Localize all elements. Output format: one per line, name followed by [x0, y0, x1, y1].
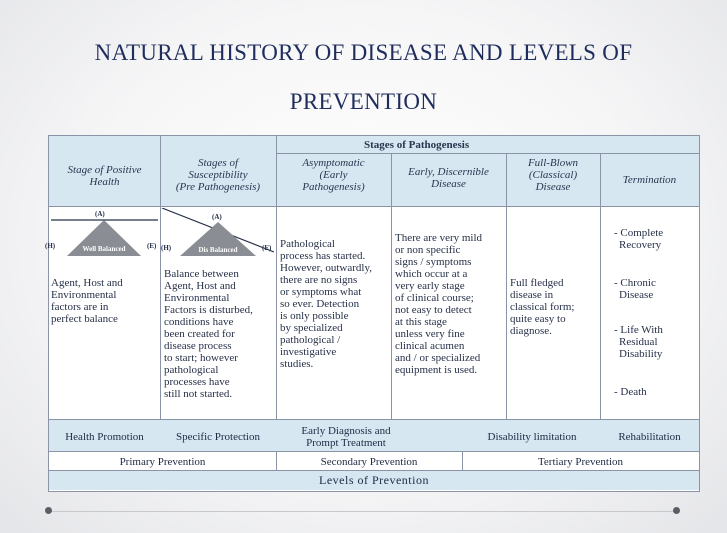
col-heading-positive-health: Stage of Positive Health — [67, 164, 142, 188]
pathogenesis-header: Stages of Pathogenesis — [364, 139, 470, 151]
termination-disability: - Life With Residual Disability — [614, 324, 663, 360]
termination-chronic: - Chronic Disease — [614, 277, 656, 301]
interventions-bottom-rule — [49, 451, 699, 452]
positive-health-text: Agent, Host and Environmental factors are in perfect balance — [51, 277, 123, 325]
well-balanced-label: Well Balanced — [82, 245, 126, 253]
footer-dot-right — [673, 507, 680, 514]
header-bottom-rule — [49, 206, 699, 207]
footer-rule — [48, 511, 678, 512]
disability-limitation-label: Disability limitation — [487, 431, 577, 443]
dis-host-label: (H) — [161, 244, 172, 252]
col-divider-3 — [391, 153, 392, 419]
specific-protection-label: Specific Protection — [175, 431, 260, 443]
asymptomatic-text: Pathological process has started. However, outwardly, there are no signs or symptoms what so ever. Detection is only possible by specialized pathological / investigative studies. — [280, 238, 373, 370]
pathogenesis-underline — [276, 153, 699, 154]
early-diagnosis-label: Early Diagnosis and Prompt Treatment — [301, 425, 391, 449]
footer-dot-left — [45, 507, 52, 514]
col-heading-susceptibility: Stages of Susceptibility (Pre Pathogenesis) — [175, 157, 261, 193]
levels-of-prevention-label: Levels of Prevention — [319, 473, 429, 487]
dis-balanced-label: Dis Balanced — [198, 246, 238, 254]
col-heading-asymptomatic: Asymptomatic (Early Pathogenesis) — [302, 157, 365, 193]
slide-title-line-1: NATURAL HISTORY OF DISEASE AND LEVELS OF — [94, 40, 633, 65]
well-agent-label: (A) — [95, 210, 105, 218]
prevention-bottom-rule — [49, 470, 699, 471]
termination-recovery: - Complete Recovery — [614, 227, 664, 251]
well-env-label: (E) — [147, 242, 157, 250]
col-heading-full-blown: Full-Blown (Classical) Disease — [527, 157, 579, 193]
health-promotion-label: Health Promotion — [65, 431, 144, 443]
termination-death: - Death — [614, 386, 647, 398]
primary-prevention-label: Primary Prevention — [119, 456, 206, 468]
col-heading-early-disease: Early, Discernible Disease — [408, 166, 489, 190]
natural-history-table — [45, 135, 700, 492]
col-heading-termination: Termination — [622, 174, 677, 186]
susceptibility-text: Balance between Agent, Host and Environmental Factors is disturbed, conditions have been created for disease process to start; however pathological processes have still not started. — [164, 268, 253, 400]
col-divider-5 — [600, 153, 601, 419]
well-host-label: (H) — [45, 242, 56, 250]
dis-env-label: (E) — [262, 244, 272, 252]
secondary-prevention-label: Secondary Prevention — [320, 456, 418, 468]
dis-agent-label: (A) — [212, 213, 222, 221]
tertiary-prevention-label: Tertiary Prevention — [537, 456, 624, 468]
early-disease-text: There are very mild or non specific signs / symptoms which occur at a very early stage of clinical course; not easy to detect at this stage unless very fine clinical acumen and / or specialized equipment is used. — [395, 232, 483, 376]
slide-title-line-2: PREVENTION — [289, 89, 438, 114]
body-bottom-rule — [49, 419, 699, 420]
rehabilitation-label: Rehabilitation — [618, 431, 681, 443]
full-blown-text: Full fledged disease in classical form; quite easy to diagnose. — [510, 277, 575, 337]
